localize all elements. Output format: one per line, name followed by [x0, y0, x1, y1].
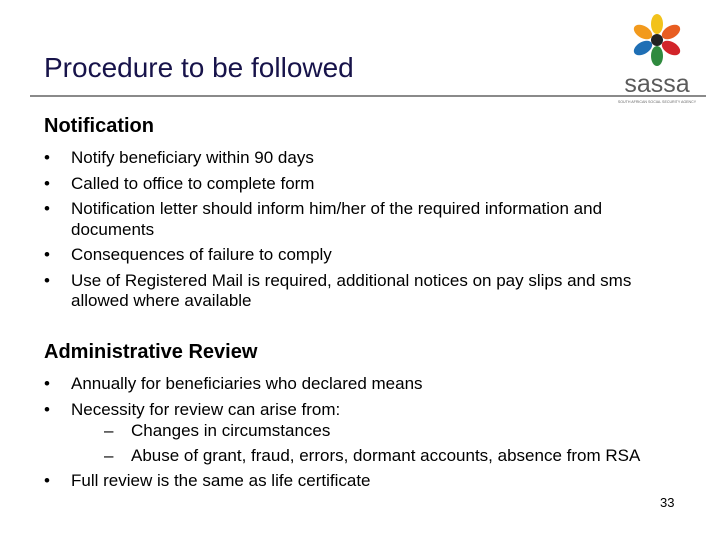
dash-icon: –: [104, 421, 114, 440]
list-item: • Use of Registered Mail is required, additional notices on pay slips and sms allowed where available: [44, 270, 632, 310]
bullet-icon: •: [44, 199, 50, 218]
bullet-icon: •: [44, 270, 50, 290]
sub-list-item: – Changes in circumstances: [104, 421, 331, 440]
list-item: • Annually for beneficiaries who declared means: [44, 374, 423, 393]
sassa-logo-icon: [602, 12, 712, 108]
notification-list: [44, 148, 684, 317]
bullet-icon: •: [44, 148, 50, 167]
page-number: 33: [660, 495, 675, 510]
sassa-logo: [602, 12, 712, 108]
bullet-icon: •: [44, 399, 50, 419]
list-item: • Consequences of failure to comply: [44, 245, 332, 264]
bullet-icon: •: [44, 173, 50, 193]
administrative-review-list: [44, 374, 684, 497]
list-item: • Necessity for review can arise from: – Changes in circumstances – Abuse of grant, fraud, errors, dormant accounts, absence from RSA: [44, 400, 684, 467]
list-item: • Notify beneficiary within 90 days: [44, 148, 314, 167]
list-item: • Called to office to complete form: [44, 173, 315, 193]
bullet-icon: •: [44, 245, 50, 264]
list-item: • Notification letter should inform him/her of the required information and documents: [44, 199, 603, 239]
bullet-icon: •: [44, 374, 50, 393]
section-heading-notification: Notification: [44, 115, 154, 137]
list-item: • Full review is the same as life certificate: [44, 471, 371, 490]
logo-tagline: SOUTH AFRICAN SOCIAL SECURITY AGENCY: [617, 100, 697, 104]
sub-list: [71, 421, 684, 466]
bullet-icon: •: [44, 471, 50, 490]
section-heading-administrative-review: Administrative Review: [44, 341, 258, 363]
sub-list-item: – Abuse of grant, fraud, errors, dormant accounts, absence from RSA: [104, 445, 641, 465]
logo-wordmark: sassa: [624, 70, 690, 98]
dash-icon: –: [104, 445, 114, 465]
slide-title: Procedure to be followed: [44, 52, 354, 83]
